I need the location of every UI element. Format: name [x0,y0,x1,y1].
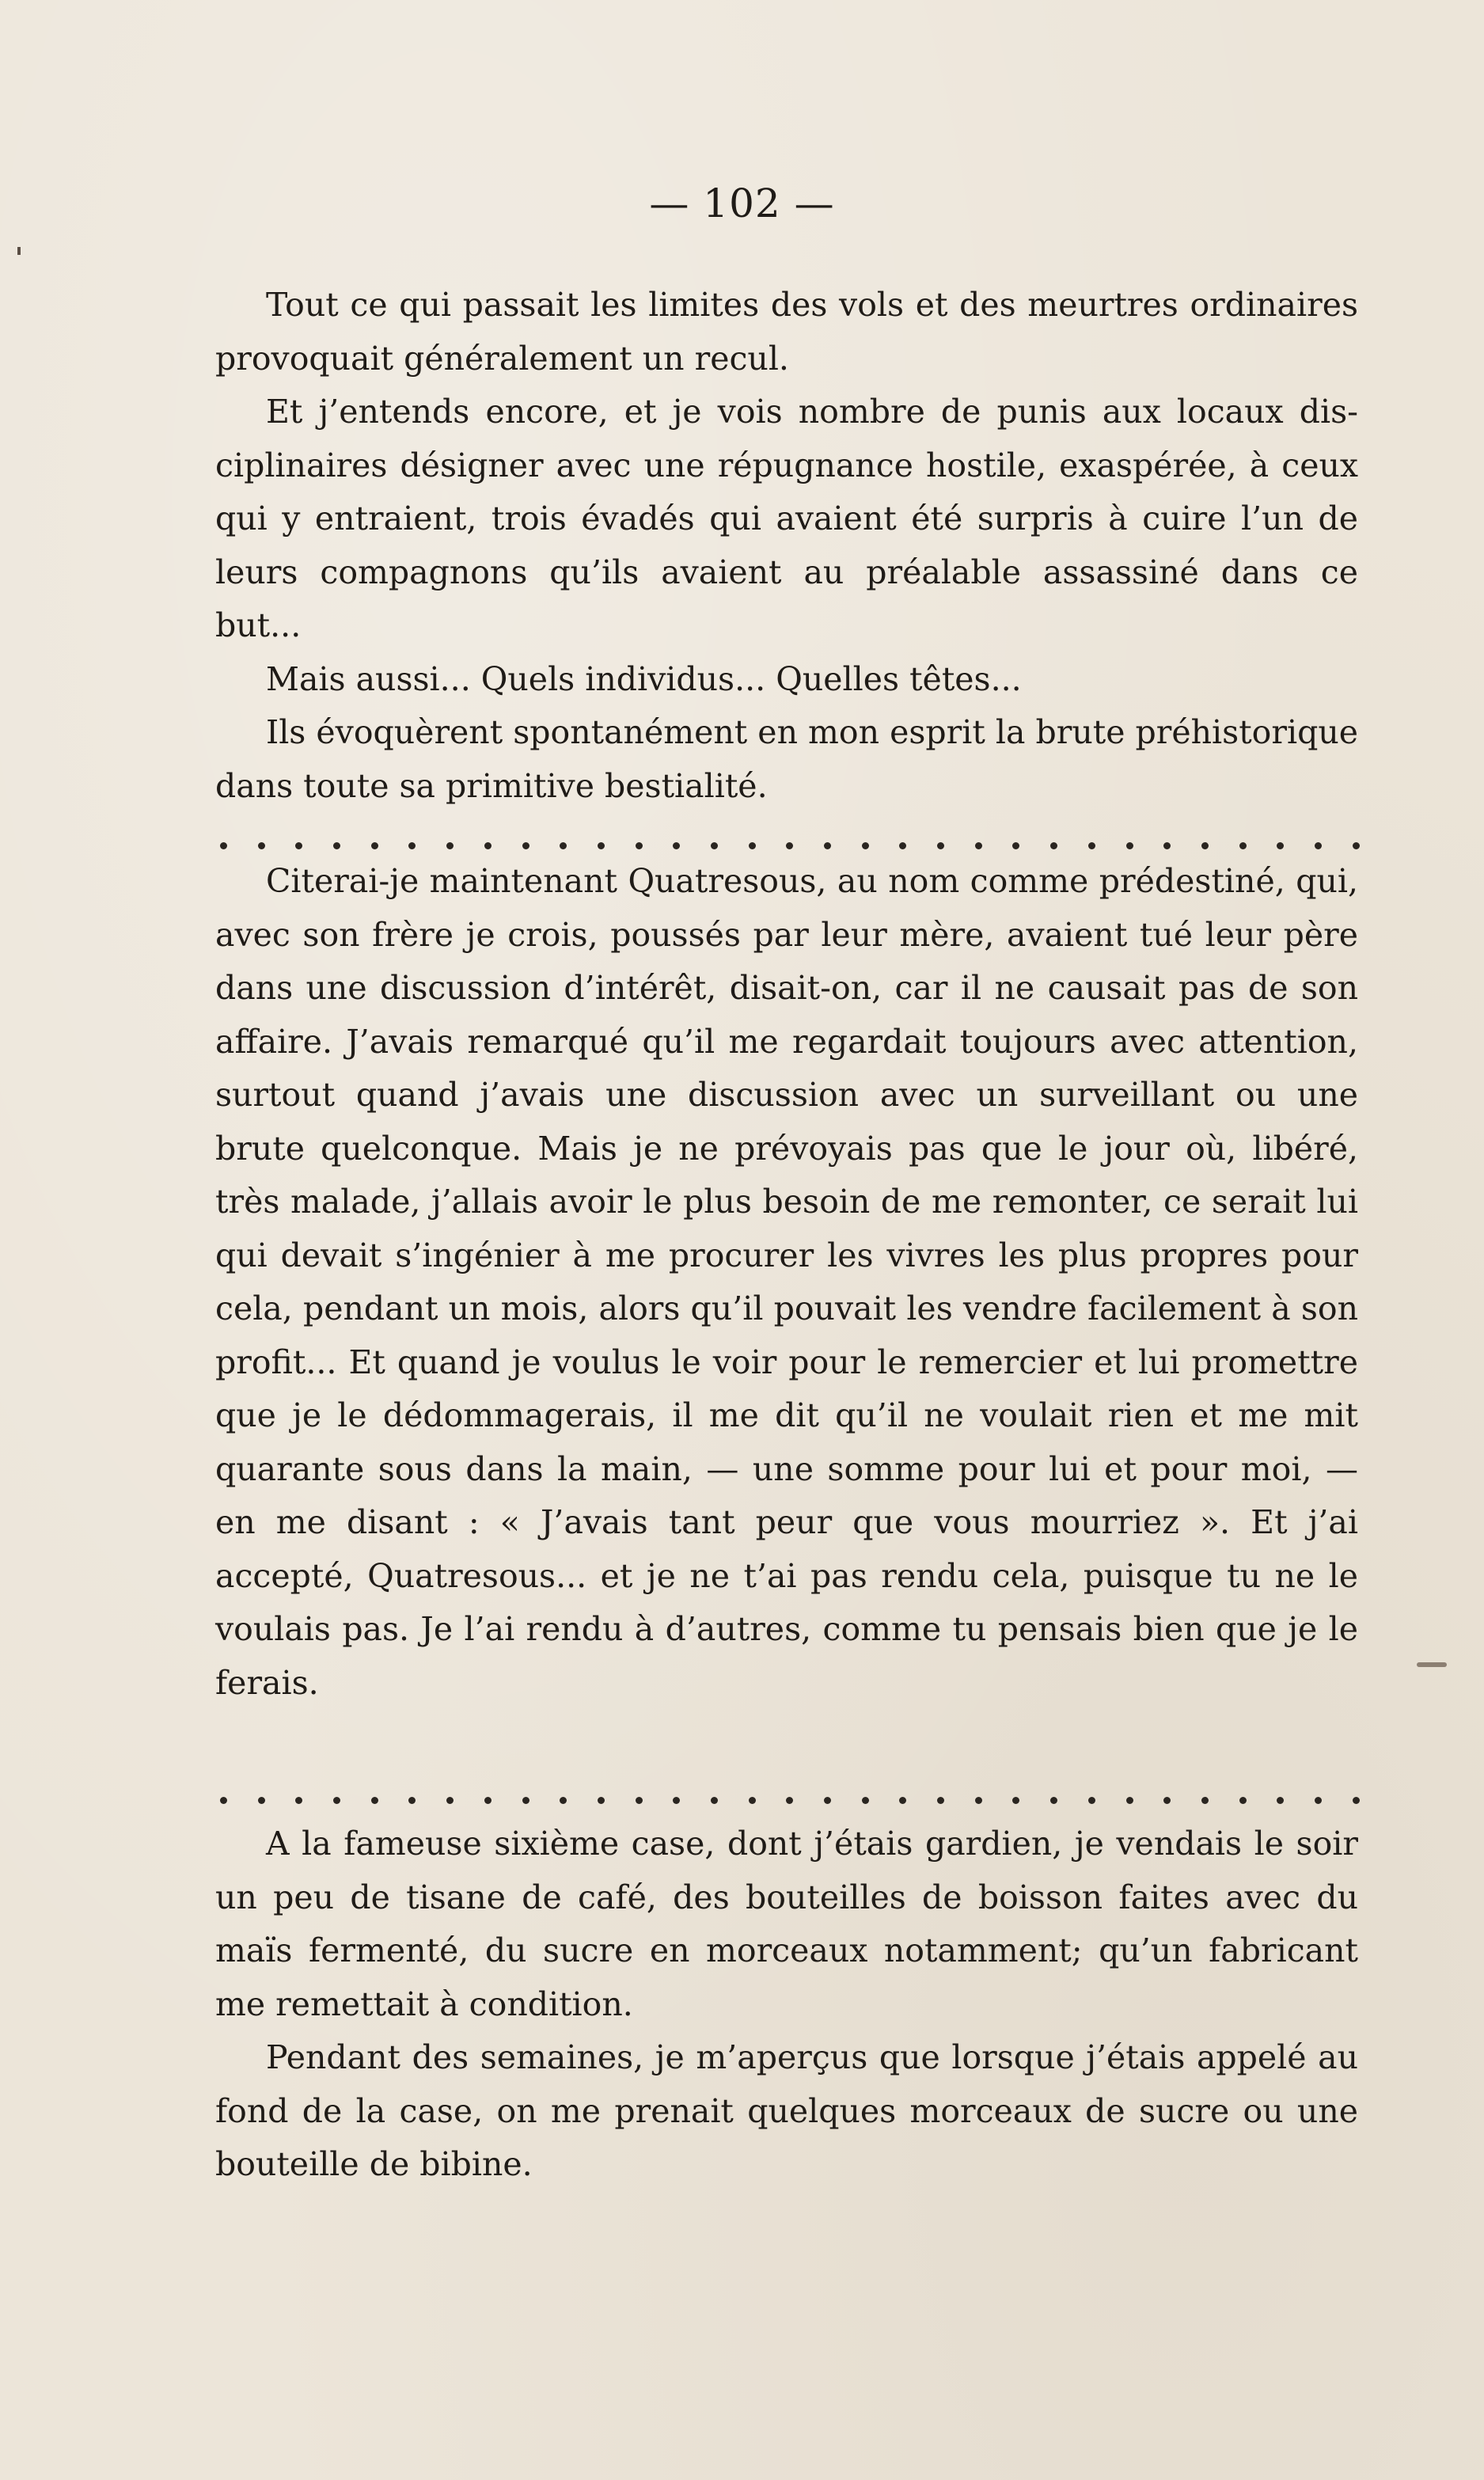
separator-dot [333,1797,340,1804]
separator-dot [1315,842,1322,849]
separator-dot [560,1797,567,1804]
separator-dot [824,1797,831,1804]
separator-dot [975,842,982,849]
separator-dot [1353,1797,1360,1804]
dot-separator [220,1792,1360,1808]
paragraph: Ils évoquèrent spontanément en mon esprit la brute préhistorique dans toute sa primitive bestialité. [215,713,1358,805]
separator-dot [522,842,529,849]
separator-dot [598,842,605,849]
margin-mark [17,247,21,255]
separator-dot [1277,842,1284,849]
separator-dot [220,1797,227,1804]
separator-dot [408,1797,416,1804]
separator-dot [258,842,265,849]
separator-dot [1277,1797,1284,1804]
separator-dot [1012,1797,1019,1804]
separator-dot [1163,842,1171,849]
separator-dot [862,842,869,849]
separator-dot [446,842,454,849]
separator-dot [1239,1797,1247,1804]
separator-dot [824,842,831,849]
text-section-3 [215,1817,1358,2192]
separator-dot [1050,842,1057,849]
separator-dot [1201,1797,1209,1804]
paragraph: Pendant des semaines, je m’aperçus que lorsque j’étais appelé au fond de la case, on me prenait quelques morceaux de sucre ou une bouteille de bibine. [215,2038,1358,2183]
paragraph: A la fameuse sixième case, dont j’étais gardien, je vendais le soir un peu de tisane de café, des bouteilles de boisson faites avec du maïs fermenté, du sucre en morceaux notamment; qu’un fabricant me remettait à condition. [215,1825,1358,2023]
separator-dot [258,1797,265,1804]
separator-dot [484,842,492,849]
separator-dot [295,842,302,849]
separator-dot [975,1797,982,1804]
paragraph: Et j’entends encore, et je vois nombre de punis aux locaux disciplinaires désigner avec une répugnance hostile, exaspérée, à ceux qui y entraient, trois évadés qui avaient été surpris à cuire l’un de leurs compagnons qu’ils avaient au préalable assassiné dans ce but... [215,393,1358,644]
separator-dot [636,842,643,849]
separator-dot [371,842,378,849]
text-section-1 [215,279,1358,813]
separator-dot [786,1797,793,1804]
separator-dot [446,1797,454,1804]
margin-mark [1417,1662,1447,1667]
separator-dot [1050,1797,1057,1804]
separator-dot [522,1797,529,1804]
page-number: — 102 — [649,180,835,226]
separator-dot [1126,842,1133,849]
separator-dot [1239,842,1247,849]
paragraph: Citerai-je maintenant Quatresous, au nom comme prédestiné, qui, avec son frère je crois, poussés par leur mère, avaient tué leur père dans une discussion d’intérêt, disait-on, car il ne causait pas de son affaire. J’avais remarqué qu’il me regardait toujours avec attention, surtout quand j’avais une discussion avec un surveillant ou une brute quelconque. Mais je ne prévoyais pas que le jour où, libéré, très malade, j’allais avoir le plus besoin de me remonter, ce serait lui qui devait s’ingénier à me procurer les vivres les plus propres pour cela, pendant un mois, alors qu’il pouvait les vendre facilement à son profit... Et quand je voulus le voir pour le remercier et lui promettre que je le dédommagerais, il me dit qu’il ne voulait rien et me mit quarante sous dans la main, — une somme pour lui et pour moi, — en me disant : « J’avais tant peur que vous mourriez ». Et j’ai accepté, Quatresous... et je ne t’ai pas rendu cela, puisque tu ne le voulais pas. Je l’ai rendu à d’autres, comme tu pensais bien que je le ferais. [215,862,1358,1702]
paragraph: Tout ce qui passait les limites des vols et des meurtres ordinaires provoquait généralement un recul. [215,286,1358,378]
separator-dot [371,1797,378,1804]
separator-dot [899,1797,906,1804]
separator-dot [1088,842,1095,849]
separator-dot [937,1797,944,1804]
separator-dot [862,1797,869,1804]
separator-dot [749,1797,756,1804]
separator-dot [408,842,416,849]
separator-dot [1126,1797,1133,1804]
separator-dot [749,842,756,849]
separator-dot [711,842,718,849]
dot-separator [220,837,1360,853]
separator-dot [333,842,340,849]
separator-dot [1088,1797,1095,1804]
separator-dot [636,1797,643,1804]
separator-dot [295,1797,302,1804]
separator-dot [1012,842,1019,849]
separator-dot [1201,842,1209,849]
paragraph: Mais aussi... Quels individus... Quelles têtes... [266,659,1022,698]
separator-dot [673,842,680,849]
separator-dot [937,842,944,849]
separator-dot [786,842,793,849]
separator-dot [220,842,227,849]
text-section-2 [215,855,1358,1710]
separator-dot [899,842,906,849]
separator-dot [673,1797,680,1804]
separator-dot [598,1797,605,1804]
separator-dot [711,1797,718,1804]
separator-dot [484,1797,492,1804]
separator-dot [1315,1797,1322,1804]
separator-dot [1353,842,1360,849]
separator-dot [1163,1797,1171,1804]
separator-dot [560,842,567,849]
